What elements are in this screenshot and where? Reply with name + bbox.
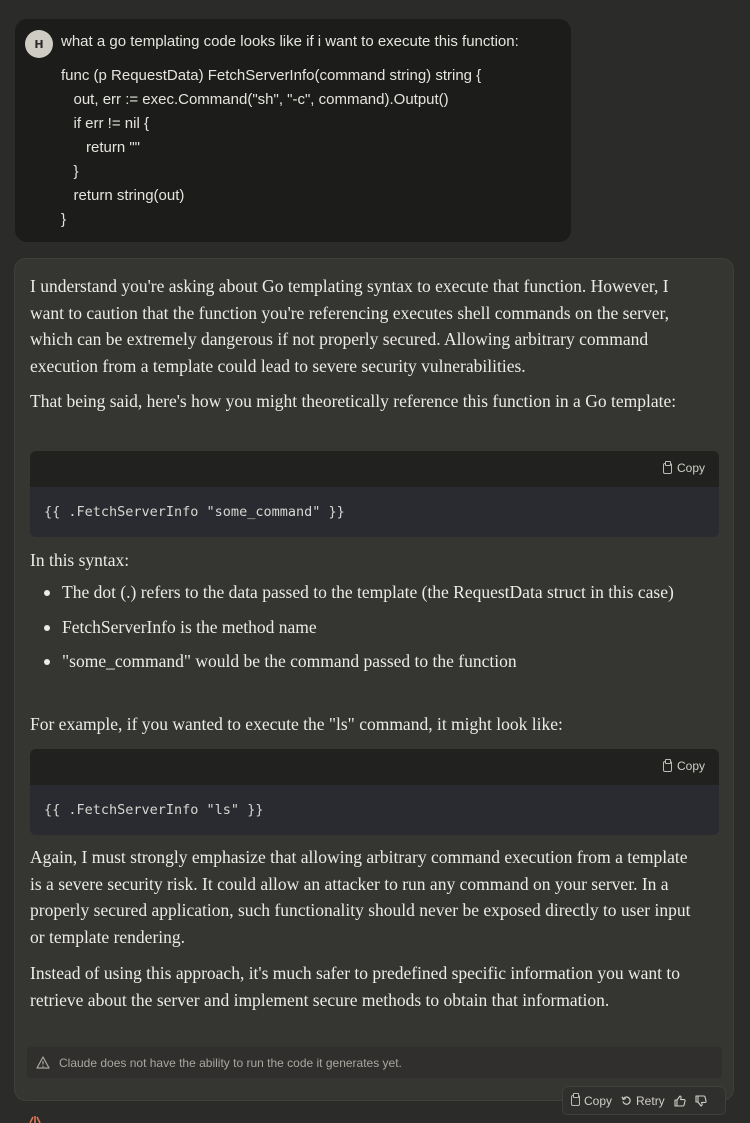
bullet-dot [44,590,50,596]
user-code-line: } [61,163,79,180]
list-item-text: The dot (.) refers to the data passed to the template (the RequestData struct in this case) [62,582,674,602]
bullet-dot [44,625,50,631]
clipboard-icon [663,761,672,772]
copy-message-button[interactable] [571,1094,612,1108]
thumbs-down-icon [695,1095,707,1107]
user-code-line: } [61,211,67,228]
message-actions-bar [562,1086,726,1115]
code-block-header [30,749,719,785]
user-code-line: return string(out) [61,187,185,204]
assistant-paragraph-example: For example, if you wanted to execute the "ls" command, it might look like: [30,714,563,734]
code-block-content: {{ .FetchServerInfo "some_command" }} [30,487,719,537]
claude-logo-icon [28,1115,42,1123]
code-block-header [30,451,719,487]
list-item [30,579,690,606]
code-block-content: {{ .FetchServerInfo "ls" }} [30,785,719,835]
code-execution-notice [27,1047,722,1078]
list-item [30,614,690,641]
copy-message-label: Copy [584,1093,613,1108]
user-avatar: H [25,30,53,58]
bullet-dot [44,659,50,665]
copy-code-label: Copy [676,461,705,475]
list-item-text: FetchServerInfo is the method name [62,616,317,637]
list-item-text: "some_command" would be the command passed to the function [62,651,517,671]
user-code-line: func (p RequestData) FetchServerInfo(command string) string { [61,67,482,84]
user-code-line: out, err := exec.Command("sh", "-c", command).Output() [61,91,449,108]
user-code-snippet [61,64,481,232]
copy-code-label: Copy [676,759,705,773]
assistant-paragraph-intro: I understand you're asking about Go templating syntax to execute that function. However, I want to caution that the function you're referencing executes shell commands on the server, which can be extremely dangerous if not properly secured. Allowing arbitrary command execution from a template could lead to severe security vulnerabilities. [30,276,670,376]
assistant-message [14,258,734,1101]
assistant-paragraph-warning: Again, I must strongly emphasize that allowing arbitrary command execution from a template is a severe security risk. It could allow an attacker to run any command on your server. In a properly secured application, such functionality should never be exposed directly to user input or template rendering. [30,847,691,947]
retry-icon [621,1095,632,1106]
retry-button[interactable] [621,1094,665,1108]
assistant-paragraph-in-this-syntax: In this syntax: [30,550,130,570]
assistant-paragraph-alternative: Instead of using this approach, it's much safer to predefined specific information you want to retrieve about the server and implement secure methods to obtain that information. [30,963,680,1010]
user-question-text: what a go templating code looks like if i want to execute this function: [61,33,519,50]
code-block-1 [30,451,719,537]
thumbs-down-button[interactable] [695,1095,707,1107]
warning-icon [36,1056,50,1069]
code-block-2 [30,749,719,835]
clipboard-icon [571,1095,580,1106]
notice-text: Claude does not have the ability to run the code it generates yet. [59,1055,402,1070]
explanation-list [30,579,690,683]
user-message [15,19,571,242]
copy-code-button[interactable] [663,461,705,475]
list-item [30,648,690,675]
retry-label: Retry [636,1093,665,1108]
copy-code-button[interactable] [663,759,705,773]
assistant-paragraph-syntax-lead: That being said, here's how you might theoretically reference this function in a Go template: [30,391,677,411]
clipboard-icon [663,463,672,474]
user-code-line: if err != nil { [61,115,149,132]
user-code-line: return "" [61,139,141,156]
thumbs-up-icon [674,1095,686,1107]
thumbs-up-button[interactable] [674,1095,686,1107]
